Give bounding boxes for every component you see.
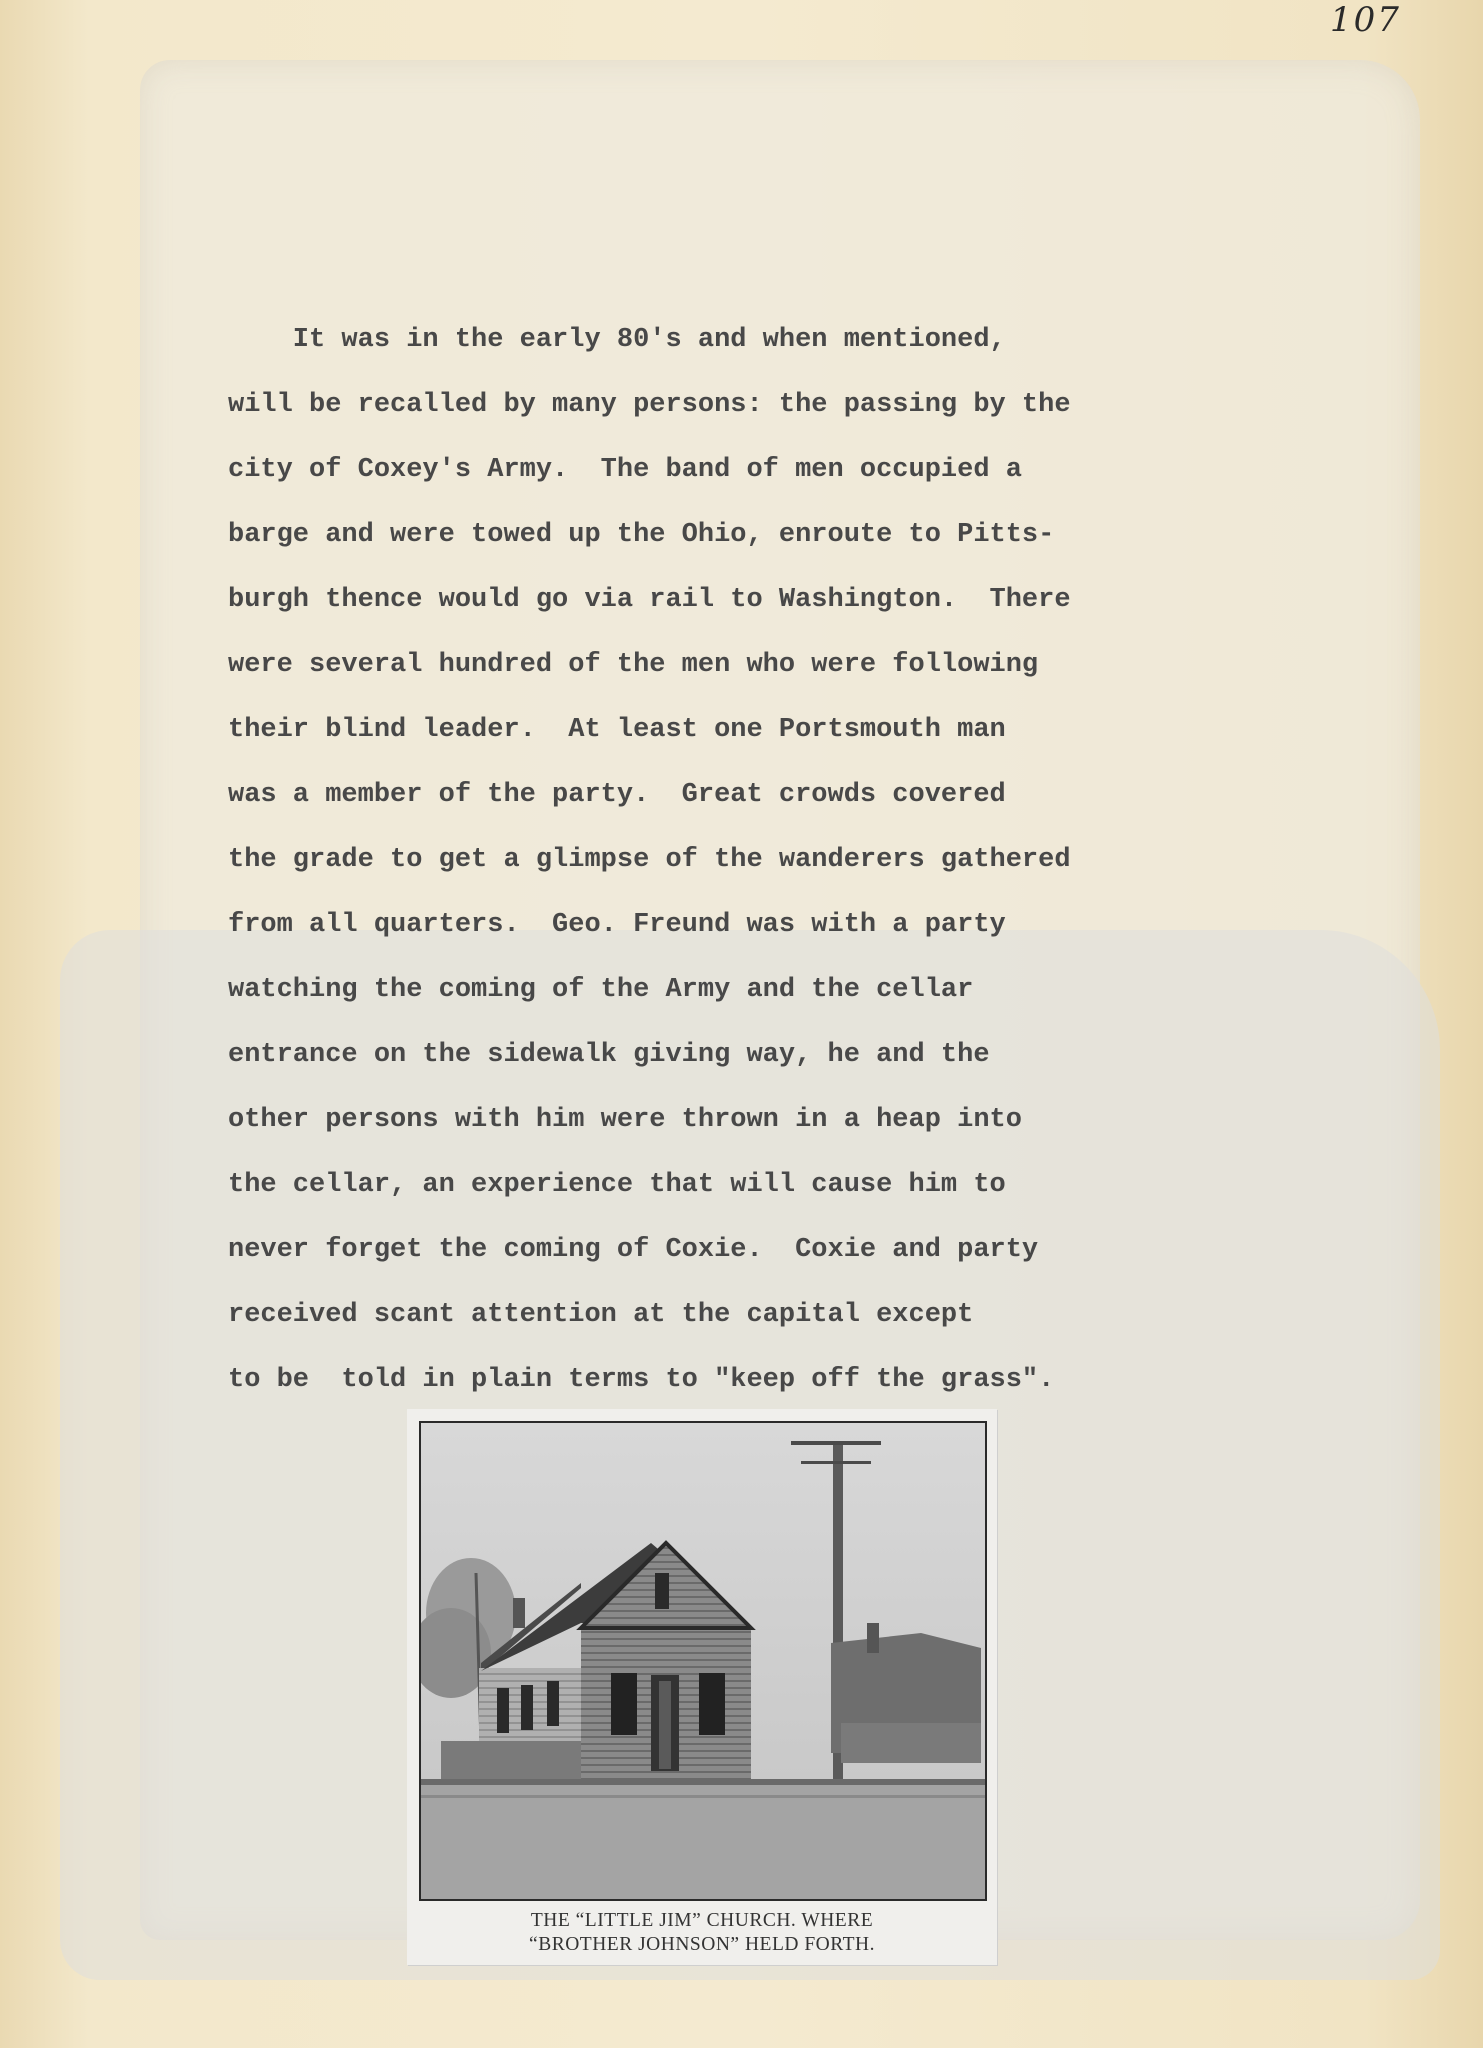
text-line: city of Coxey's Army. The band of men occupied a <box>228 455 1022 485</box>
text-line: the grade to get a glimpse of the wanderers gathered <box>228 845 1071 875</box>
text-line: barge and were towed up the Ohio, enroute to Pitts- <box>228 520 1055 550</box>
page-number: 107 <box>1330 0 1401 40</box>
text-line: will be recalled by many persons: the passing by the <box>228 390 1071 420</box>
text-line: to be told in plain terms to "keep off the grass". <box>228 1365 1055 1395</box>
typed-paragraph <box>228 308 1248 1413</box>
text-line: watching the coming of the Army and the cellar <box>228 975 974 1005</box>
text-line: were several hundred of the men who were following <box>228 650 1039 680</box>
text-line: burgh thence would go via rail to Washington. There <box>228 585 1071 615</box>
text-line: their blind leader. At least one Portsmouth man <box>228 715 1006 745</box>
text-line: received scant attention at the capital except <box>228 1300 974 1330</box>
text-line: from all quarters. Geo. Freund was with a party <box>228 910 1006 940</box>
text-line: never forget the coming of Coxie. Coxie and party <box>228 1235 1039 1265</box>
text-line: entrance on the sidewalk giving way, he and the <box>228 1040 990 1070</box>
church-photo <box>419 1421 987 1901</box>
text-line: the cellar, an experience that will cause him to <box>228 1170 1006 1200</box>
text-line: It was in the early 80's and when mentioned, <box>228 325 1006 355</box>
text-line: was a member of the party. Great crowds covered <box>228 780 1006 810</box>
photo-caption <box>407 1909 997 1957</box>
caption-line: “BROTHER JOHNSON” HELD FORTH. <box>529 1934 875 1955</box>
newspaper-clipping <box>407 1409 997 1965</box>
caption-line: THE “LITTLE JIM” CHURCH. WHERE <box>530 1910 874 1931</box>
text-line: other persons with him were thrown in a heap into <box>228 1105 1022 1135</box>
